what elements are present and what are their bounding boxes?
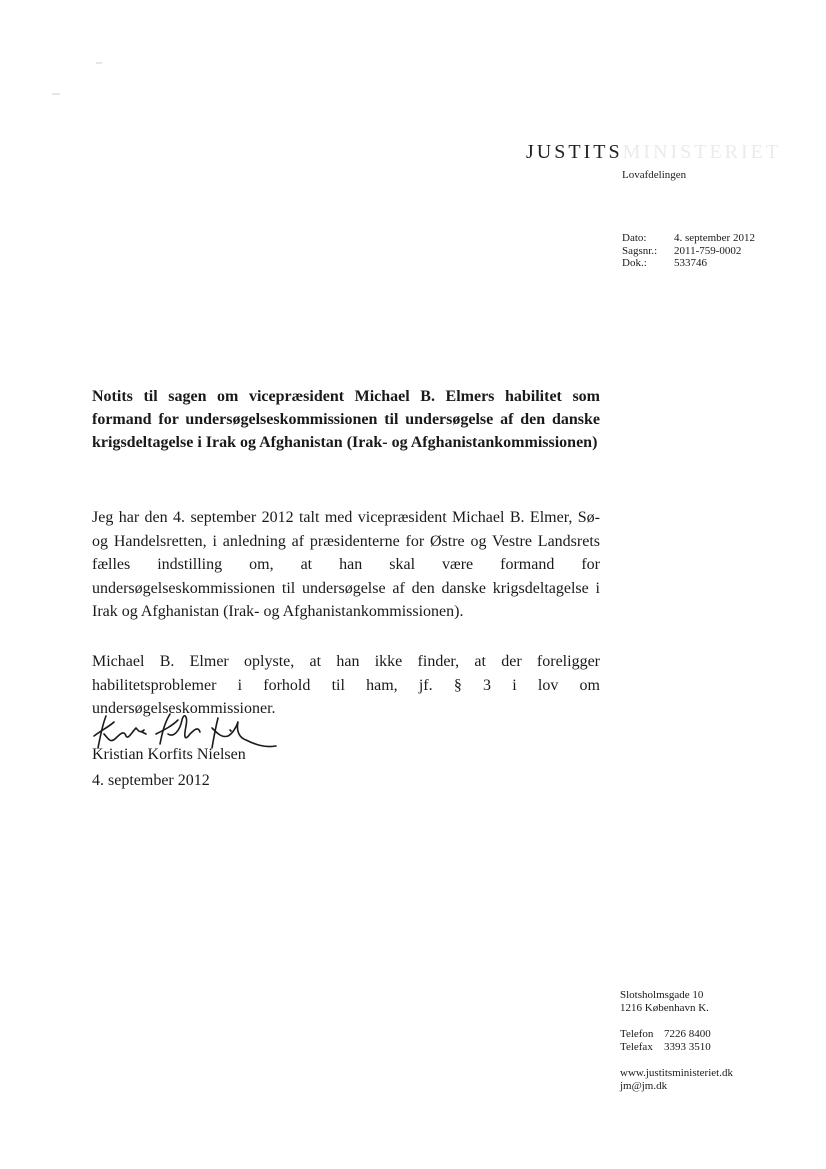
footer-address bbox=[620, 989, 709, 1015]
scan-speck bbox=[96, 62, 102, 64]
signature-date: 4. september 2012 bbox=[92, 772, 210, 789]
meta-row-document bbox=[622, 257, 755, 270]
department: Lovafdelingen bbox=[622, 169, 687, 181]
body-paragraph-1: Jeg har den 4. september 2012 talt med vicepræsident Michael B. Elmer, Sø- og Handelsretten, i anledning af præsidenterne for Østre og Vestre Landsrets fælles indstilling om, at han skal være formand for undersøgelseskommissionen til undersøgelse af den danske krigsdeltagelse i Irak og Afghanistan (Irak- og Afghanistankommissionen). bbox=[92, 509, 600, 620]
phone-value: 7226 8400 bbox=[664, 1028, 711, 1040]
meta-label: Dok.: bbox=[622, 257, 647, 269]
logo-text-faded: MINISTERIET bbox=[622, 141, 782, 163]
ministry-logo bbox=[526, 141, 781, 165]
meta-label: Dato: bbox=[622, 232, 647, 244]
address-city: 1216 København K. bbox=[620, 1002, 709, 1014]
fax-label: Telefax bbox=[620, 1041, 653, 1053]
email-link[interactable]: jm@jm.dk bbox=[620, 1080, 668, 1092]
scan-speck bbox=[52, 93, 60, 95]
meta-value: 4. september 2012 bbox=[674, 232, 755, 244]
footer-contact bbox=[620, 1028, 711, 1054]
meta-value: 533746 bbox=[674, 257, 707, 269]
fax-row bbox=[620, 1041, 711, 1054]
body-paragraph-2: Michael B. Elmer oplyste, at han ikke finder, at der foreligger habilitetsproblemer i forhold til ham, jf. § 3 i lov om undersøgelseskommissioner. bbox=[92, 653, 600, 717]
fax-value: 3393 3510 bbox=[664, 1041, 711, 1053]
meta-row-date bbox=[622, 232, 755, 245]
document-title: Notits til sagen om vicepræsident Michael B. Elmers habilitet som formand for undersøgelseskommissionen til undersøgelse af den danske krigsdeltagelse i Irak og Afghanistan (Irak- og Afghanistankommissionen) bbox=[92, 388, 600, 451]
website-link[interactable]: www.justitsministeriet.dk bbox=[620, 1067, 733, 1079]
meta-label: Sagsnr.: bbox=[622, 244, 658, 257]
phone-label: Telefon bbox=[620, 1028, 654, 1040]
meta-value: 2011-759-0002 bbox=[674, 244, 742, 257]
signatory-name: Kristian Korfits Nielsen bbox=[92, 746, 246, 763]
logo-text: JUSTITS bbox=[526, 141, 623, 163]
footer-web bbox=[620, 1067, 733, 1093]
phone-row bbox=[620, 1028, 711, 1041]
address-street: Slotsholmsgade 10 bbox=[620, 989, 704, 1001]
document-meta bbox=[622, 232, 755, 270]
meta-row-case-number bbox=[622, 245, 755, 258]
